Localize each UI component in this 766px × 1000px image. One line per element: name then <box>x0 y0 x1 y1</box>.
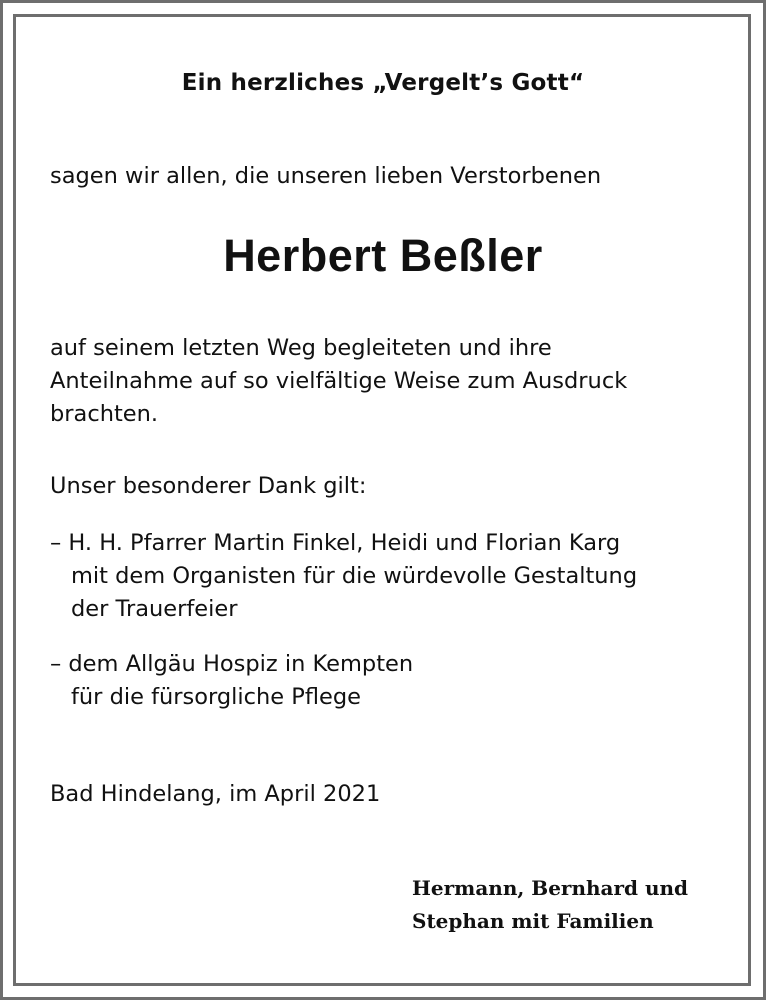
signature-line: Hermann, Bernhard und <box>412 876 689 900</box>
intro-line: sagen wir allen, die unseren lieben Verstorbenen <box>50 163 602 189</box>
place-date: Bad Hindelang, im April 2021 <box>50 781 381 807</box>
body-paragraph <box>50 332 627 431</box>
body-line: Anteilnahme auf so vielfältige Weise zum Ausdruck <box>50 368 628 394</box>
thanks-item-line: für die fürsorgliche Pflege <box>71 684 362 710</box>
thanks-item-line: – dem Allgäu Hospiz in Kempten <box>50 651 414 677</box>
deceased-name: Herbert Beßler <box>223 230 543 281</box>
thanks-item-line: der Trauerfeier <box>71 596 238 622</box>
signature-block <box>412 872 688 938</box>
thanks-heading: Unser besonderer Dank gilt: <box>50 473 367 499</box>
thanks-item <box>50 527 637 626</box>
body-line: brachten. <box>50 401 159 427</box>
body-line: auf seinem letzten Weg begleiteten und ihre <box>50 335 552 361</box>
signature-line: Stephan mit Familien <box>412 909 654 933</box>
notice-headline: Ein herzliches „Vergelt’s Gott“ <box>181 70 585 96</box>
thanks-item-line: mit dem Organisten für die würdevolle Gestaltung <box>71 563 638 589</box>
thanks-item <box>50 648 413 714</box>
thanks-item-line: – H. H. Pfarrer Martin Finkel, Heidi und Florian Karg <box>50 530 621 556</box>
